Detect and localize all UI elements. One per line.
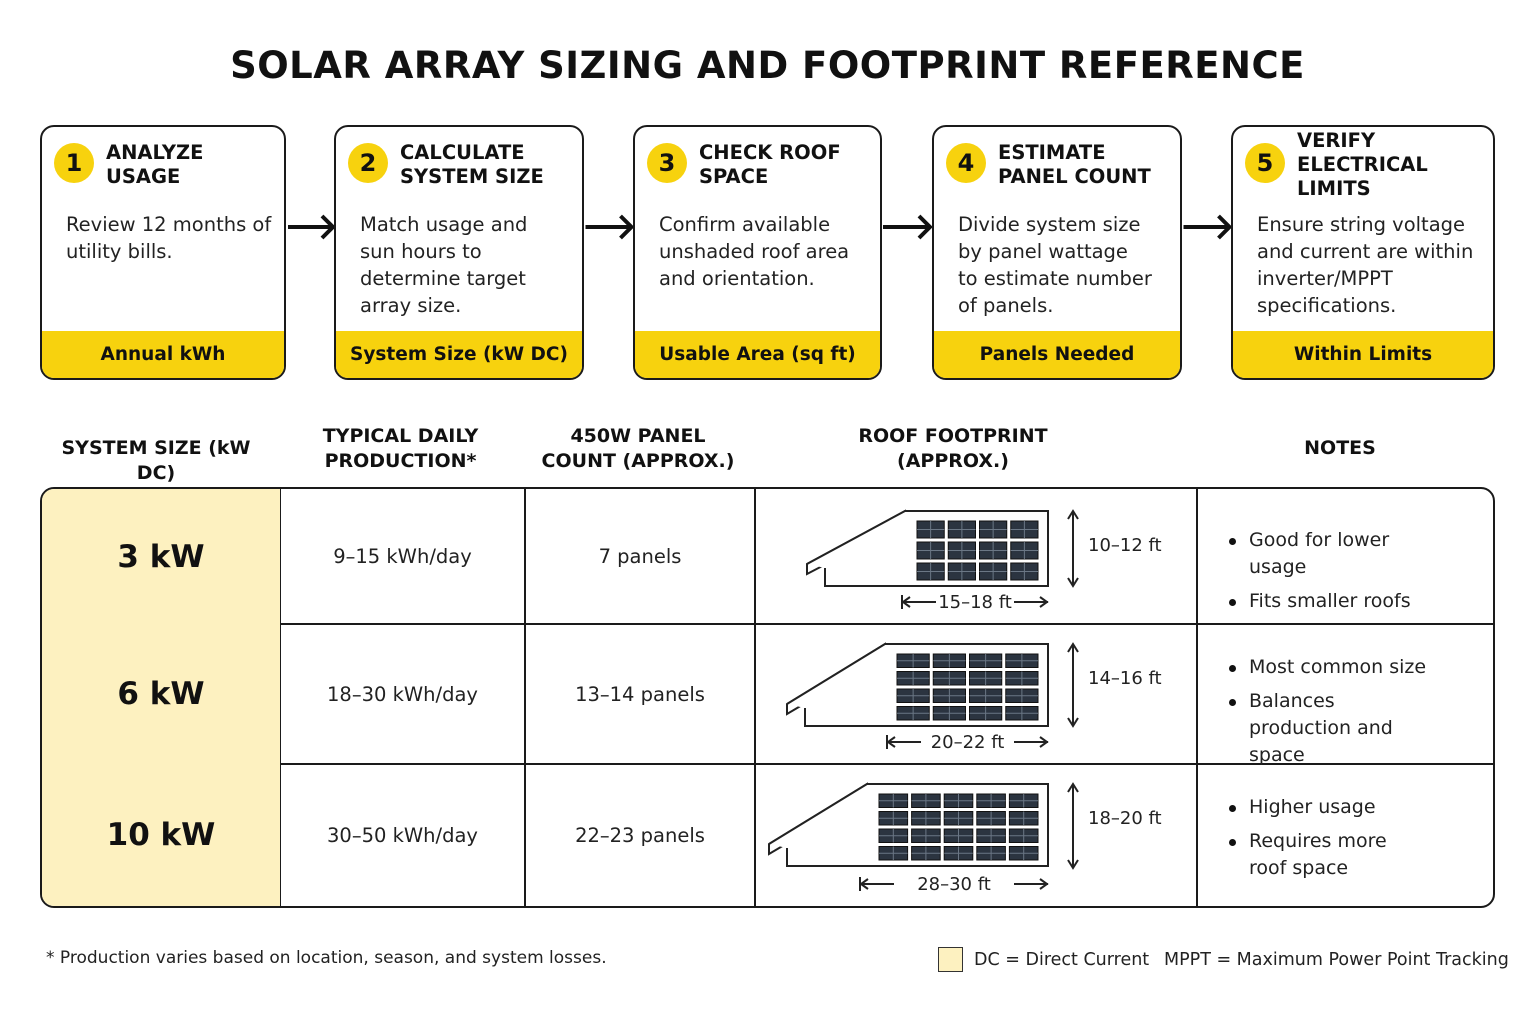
list-item: Fits smaller roofs bbox=[1227, 588, 1427, 615]
step-description bbox=[958, 211, 1170, 319]
step-output-label: Annual kWh bbox=[42, 331, 284, 378]
step-description-line: Confirm available bbox=[659, 213, 831, 236]
step-description-line: by panel wattage bbox=[958, 240, 1128, 263]
notes-cell bbox=[1197, 624, 1493, 764]
legend-swatch bbox=[938, 947, 963, 972]
step-number-badge: 2 bbox=[348, 143, 388, 183]
step-description bbox=[659, 211, 870, 292]
step-output-label: Usable Area (sq ft) bbox=[635, 331, 880, 378]
step-description-line: to estimate number bbox=[958, 267, 1152, 290]
step-title-text bbox=[400, 141, 544, 189]
height-dimension-label: 18–20 ft bbox=[1088, 808, 1162, 829]
system-size-cell: 6 kW bbox=[42, 624, 280, 764]
step-number-badge: 4 bbox=[946, 143, 986, 183]
step-output-label: System Size (kW DC) bbox=[336, 331, 582, 378]
header-panel-count-line2: COUNT (APPROX.) bbox=[541, 450, 735, 472]
height-dimension-arrow-icon bbox=[1068, 784, 1078, 868]
roof-footprint-diagram bbox=[755, 764, 1195, 906]
step-card-5 bbox=[1231, 125, 1495, 380]
footnote: * Production varies based on location, season, and system losses. bbox=[46, 948, 607, 968]
step-title-text bbox=[699, 141, 841, 189]
step-description-line: Match usage and bbox=[360, 213, 528, 236]
width-dimension-label: 15–18 ft bbox=[938, 592, 1012, 613]
header-daily-production bbox=[278, 424, 523, 474]
step-title bbox=[400, 141, 574, 189]
step-description-line: utility bills. bbox=[66, 240, 173, 263]
header-daily-production-line1: TYPICAL DAILY bbox=[322, 425, 479, 447]
step-title-text bbox=[106, 141, 276, 189]
header-notes: NOTES bbox=[1304, 437, 1376, 459]
step-number-badge: 3 bbox=[647, 143, 687, 183]
step-card-1 bbox=[40, 125, 286, 380]
system-size-cell: 3 kW bbox=[42, 489, 280, 624]
step-description-line: specifications. bbox=[1257, 294, 1397, 317]
notes-list bbox=[1227, 794, 1427, 889]
panel-count-cell: 22–23 panels bbox=[575, 823, 705, 847]
sizing-table bbox=[40, 487, 1495, 908]
table-row bbox=[42, 489, 1493, 624]
legend-dc: DC = Direct Current bbox=[974, 950, 1150, 970]
header-panel-count-line1: 450W PANEL bbox=[570, 425, 706, 447]
step-title bbox=[1297, 129, 1485, 200]
panel-count-cell: 7 panels bbox=[598, 545, 682, 568]
step-description-line: of panels. bbox=[958, 294, 1054, 317]
step-output-label: Panels Needed bbox=[934, 331, 1180, 378]
flow-arrow-icon bbox=[1182, 212, 1234, 242]
width-dimension-label: 20–22 ft bbox=[930, 732, 1005, 753]
page-title: SOLAR ARRAY SIZING AND FOOTPRINT REFERENCE bbox=[230, 44, 1305, 87]
step-description-line: Ensure string voltage bbox=[1257, 213, 1466, 236]
header-roof-footprint-line1: ROOF FOOTPRINT bbox=[858, 425, 1048, 447]
step-card-4 bbox=[932, 125, 1182, 380]
table-row bbox=[42, 764, 1493, 906]
step-title-line: ESTIMATE bbox=[998, 141, 1106, 164]
header-panel-count bbox=[523, 424, 753, 474]
daily-production-cell: 18–30 kWh/day bbox=[327, 682, 478, 706]
roof-footprint-diagram bbox=[755, 624, 1195, 764]
roof-footprint-cell bbox=[755, 764, 1197, 906]
height-dimension-arrow-icon bbox=[1068, 511, 1078, 586]
step-card-3 bbox=[633, 125, 882, 380]
header-roof-footprint-line2: (APPROX.) bbox=[897, 450, 1009, 472]
step-title-text bbox=[1297, 129, 1485, 201]
step-description-line: Review 12 months of bbox=[66, 213, 272, 236]
step-description-line: and orientation. bbox=[659, 267, 815, 290]
step-title bbox=[106, 141, 276, 189]
flow-arrow-icon bbox=[882, 212, 934, 242]
step-description-line: Divide system size bbox=[958, 213, 1141, 236]
step-title-line: ANALYZE USAGE bbox=[106, 141, 204, 188]
step-title-line: CALCULATE bbox=[400, 141, 525, 164]
step-title-line: SYSTEM SIZE bbox=[400, 165, 544, 188]
height-dimension-arrow-icon bbox=[1068, 644, 1078, 726]
step-title-line: PANEL COUNT bbox=[998, 165, 1151, 188]
daily-production-cell: 9–15 kWh/day bbox=[333, 545, 472, 568]
step-title bbox=[998, 141, 1172, 189]
table-row bbox=[42, 624, 1493, 764]
step-description-line: determine target bbox=[360, 267, 526, 290]
system-size-cell: 10 kW bbox=[42, 764, 280, 906]
height-dimension-label: 14–16 ft bbox=[1088, 668, 1162, 689]
header-daily-production-line2: PRODUCTION* bbox=[324, 450, 477, 472]
step-description bbox=[1257, 211, 1483, 319]
flow-arrow-icon bbox=[286, 212, 338, 242]
step-description-line: inverter/MPPT bbox=[1257, 267, 1393, 290]
step-description-line: sun hours to bbox=[360, 240, 482, 263]
step-output-label: Within Limits bbox=[1233, 331, 1493, 378]
flow-arrow-icon bbox=[584, 212, 636, 242]
legend-mppt: MPPT = Maximum Power Point Tracking bbox=[1164, 950, 1509, 970]
step-description bbox=[360, 211, 572, 319]
list-item: Higher usage bbox=[1227, 794, 1427, 821]
daily-production-cell: 30–50 kWh/day bbox=[327, 823, 478, 847]
step-title bbox=[699, 141, 872, 189]
notes-cell bbox=[1197, 764, 1493, 906]
step-description-line: and current are within bbox=[1257, 240, 1474, 263]
roof-footprint-cell bbox=[755, 489, 1197, 624]
step-description-line: unshaded roof area bbox=[659, 240, 850, 263]
header-roof-footprint bbox=[753, 424, 1153, 474]
roof-footprint-diagram bbox=[755, 489, 1195, 624]
width-dimension-label: 28–30 ft bbox=[917, 874, 991, 895]
step-title-line: CHECK ROOF bbox=[699, 141, 841, 164]
notes-list bbox=[1227, 654, 1427, 776]
height-dimension-label: 10–12 ft bbox=[1088, 535, 1162, 556]
list-item: Most common size bbox=[1227, 654, 1427, 681]
house-outline-icon bbox=[769, 784, 1048, 866]
step-number-badge: 1 bbox=[54, 143, 94, 183]
step-title-line: LIMITS bbox=[1297, 177, 1371, 200]
step-number-badge: 5 bbox=[1245, 143, 1285, 183]
step-description bbox=[66, 211, 274, 265]
step-description-line: array size. bbox=[360, 294, 462, 317]
notes-cell bbox=[1197, 489, 1493, 624]
roof-footprint-cell bbox=[755, 624, 1197, 764]
header-system-size: SYSTEM SIZE (kW DC) bbox=[61, 437, 251, 484]
list-item: Balances production and space bbox=[1227, 688, 1427, 769]
step-title-text bbox=[998, 141, 1151, 189]
step-title-line: VERIFY ELECTRICAL bbox=[1297, 129, 1428, 176]
panel-count-cell: 13–14 panels bbox=[575, 682, 705, 706]
notes-list bbox=[1227, 527, 1427, 622]
list-item: Good for lower usage bbox=[1227, 527, 1427, 581]
step-title-line: SPACE bbox=[699, 165, 769, 188]
step-card-2 bbox=[334, 125, 584, 380]
list-item: Requires more roof space bbox=[1227, 828, 1427, 882]
